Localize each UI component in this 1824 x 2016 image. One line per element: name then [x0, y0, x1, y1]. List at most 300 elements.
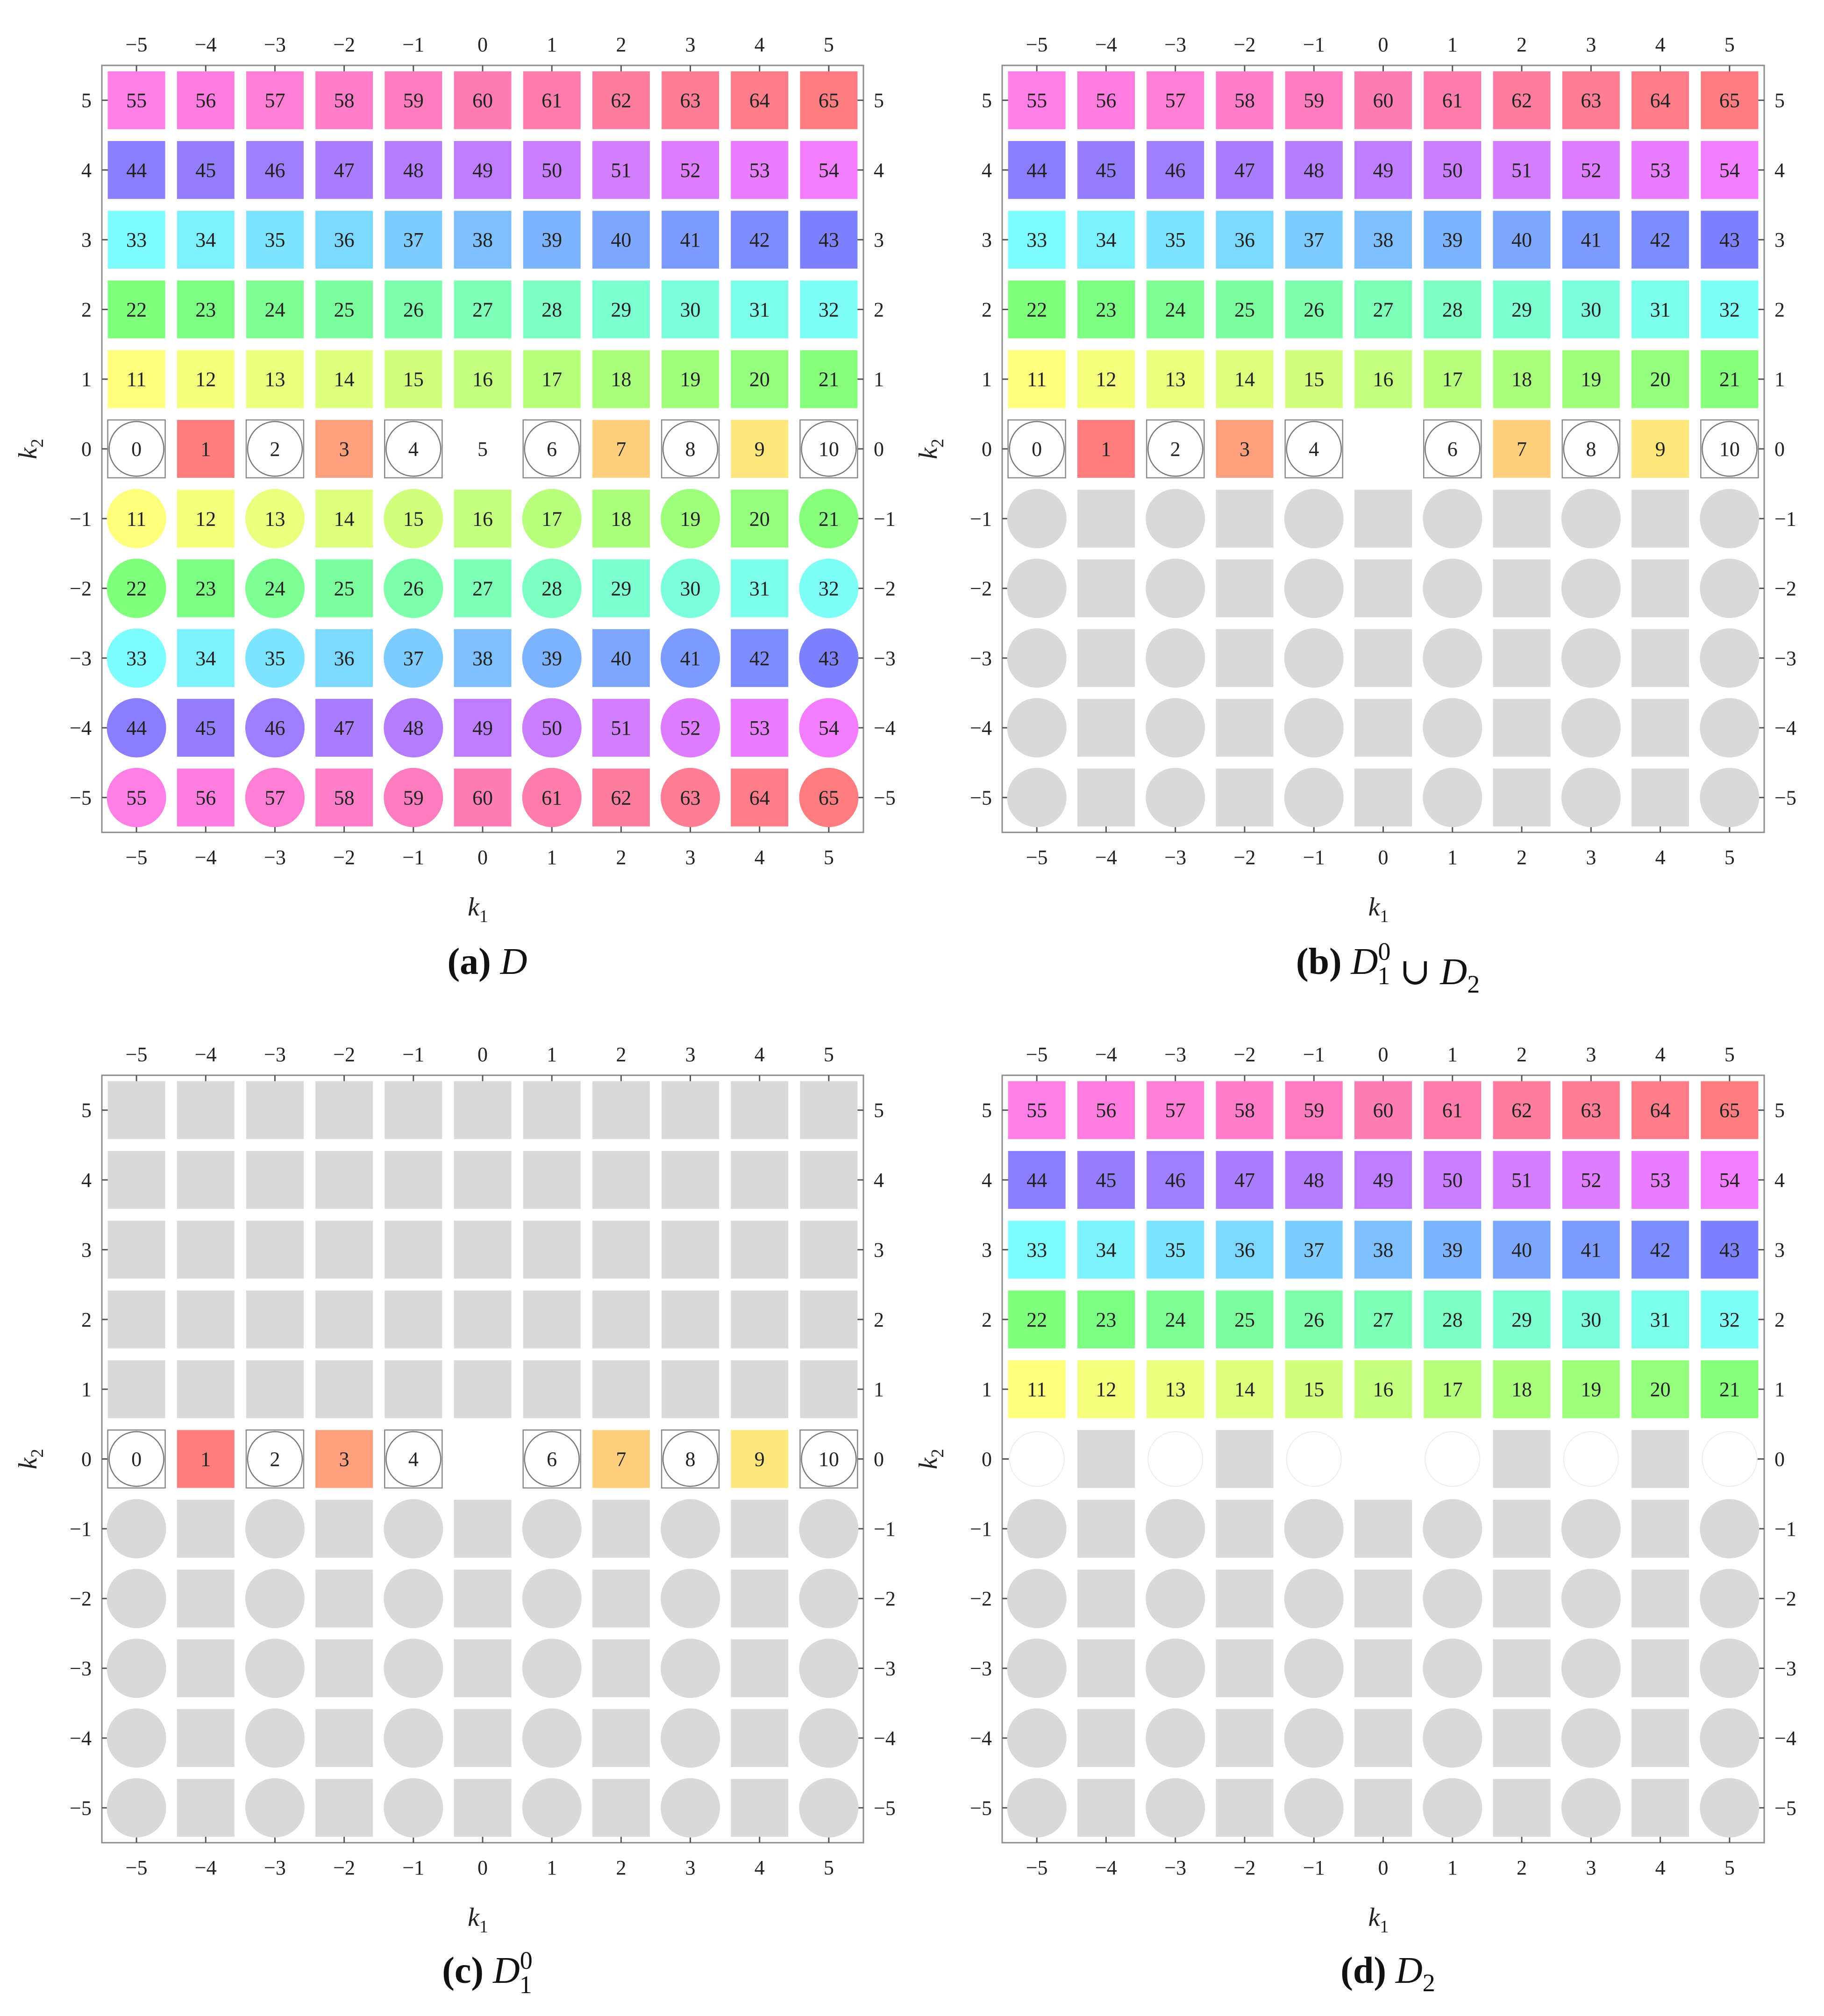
lattice-cell [1077, 281, 1135, 339]
cell-square [1354, 1569, 1412, 1627]
lattice-cell [1285, 350, 1343, 408]
cell-square [731, 1360, 788, 1418]
cell-circle [1007, 1708, 1067, 1768]
x-tick-label-top: −2 [1233, 33, 1256, 56]
lattice-cell [1147, 211, 1204, 269]
lattice-cell [522, 698, 582, 758]
lattice-cell [107, 698, 166, 758]
cell-label: 11 [126, 368, 147, 391]
cell-circle [1700, 489, 1759, 548]
lattice-cell [246, 1151, 304, 1209]
lattice-cell [1354, 1151, 1412, 1209]
lattice-cell [385, 281, 442, 339]
y-tick-label-right: 5 [874, 1099, 884, 1122]
cell-circle [1561, 559, 1621, 618]
x-tick-label-top: 1 [1447, 1043, 1458, 1066]
cell-label: 9 [754, 438, 765, 461]
x-tick-label-bottom: −4 [194, 846, 217, 869]
lattice-cell [592, 350, 650, 408]
cell-label: 32 [1719, 298, 1740, 321]
lattice-cell [1147, 1221, 1204, 1278]
lattice-cell [246, 281, 304, 339]
cell-circle [107, 1569, 166, 1628]
cell-label: 28 [542, 298, 563, 321]
x-tick-label-bottom: 0 [1378, 846, 1389, 869]
lattice-cell [1632, 1151, 1689, 1209]
lattice-cell [454, 560, 512, 618]
lattice-cell [1216, 629, 1273, 687]
lattice-cell [315, 281, 373, 339]
lattice-cell [315, 1779, 373, 1837]
cell-circle [1700, 1708, 1759, 1768]
cell-label: 2 [270, 438, 280, 461]
lattice-cell [177, 350, 235, 408]
lattice-cell [1701, 1151, 1758, 1209]
lattice-cell [1008, 420, 1066, 478]
y-tick-label-left: −4 [970, 717, 992, 740]
cell-label: 6 [1447, 438, 1458, 461]
y-tick-label-left: 3 [81, 228, 92, 252]
lattice-cell [315, 1151, 373, 1209]
lattice-cell [1701, 71, 1758, 129]
y-tick-label-right: −3 [874, 1657, 896, 1680]
cell-label: 58 [1234, 1099, 1255, 1122]
cell-label: 18 [611, 368, 632, 391]
cell-square [1077, 699, 1135, 757]
lattice-cell [246, 1081, 304, 1139]
y-tick-label-right: 1 [874, 1378, 884, 1401]
cell-label: 32 [818, 298, 839, 321]
lattice-cell [107, 768, 166, 827]
y-tick-label-left: −2 [70, 1587, 92, 1611]
cell-circle [384, 1778, 443, 1838]
cell-circle [1700, 628, 1759, 688]
lattice-cell [592, 420, 650, 478]
cell-square [731, 1221, 788, 1278]
lattice-cell [107, 1708, 166, 1768]
lattice-cell [799, 559, 858, 618]
lattice-cell [1077, 560, 1135, 618]
y-tick-label-left: −1 [970, 507, 992, 531]
lattice-cell [592, 1360, 650, 1418]
cell-label: 49 [472, 717, 493, 740]
x-tick-label-top: 0 [477, 1043, 488, 1066]
cell-label: 9 [754, 1448, 765, 1471]
cell-square [731, 1709, 788, 1767]
cell-circle [1146, 489, 1205, 548]
lattice-cell [1562, 1151, 1620, 1209]
y-tick-label-right: 2 [874, 298, 884, 321]
lattice-cell [1216, 211, 1273, 269]
lattice-cell [1354, 1640, 1412, 1697]
cell-label: 37 [1304, 1238, 1325, 1262]
lattice-cell [315, 420, 373, 478]
cell-circle [1561, 1778, 1621, 1838]
cell-label: 20 [1650, 1378, 1671, 1401]
x-tick-label-bottom: 3 [685, 1856, 696, 1879]
lattice-cell [246, 1360, 304, 1418]
y-tick-label-right: −4 [874, 717, 896, 740]
lattice-cell [385, 420, 442, 478]
lattice-cell [1216, 1221, 1273, 1278]
cell-label: 33 [126, 228, 147, 252]
cell-label: 53 [1650, 158, 1671, 182]
cell-circle [1284, 698, 1344, 758]
lattice-cell [1007, 1639, 1067, 1698]
y-tick-label-left: 1 [81, 368, 92, 391]
cell-label: 57 [1165, 1099, 1186, 1122]
lattice-cell [1425, 1432, 1480, 1486]
lattice-cell [1423, 1708, 1482, 1768]
cell-circle [245, 1639, 305, 1698]
cell-label: 54 [1719, 1169, 1740, 1192]
lattice-cell [246, 350, 304, 408]
lattice-cell [1493, 560, 1551, 618]
lattice-cell [1010, 1432, 1064, 1486]
lattice-cell [1700, 1499, 1759, 1558]
lattice-cell [385, 1221, 442, 1278]
cell-circle [522, 1569, 582, 1628]
x-tick-label-top: 3 [685, 33, 696, 56]
y-tick-label-right: −3 [874, 646, 896, 670]
cell-circle [799, 1499, 858, 1558]
lattice-cell [1493, 420, 1551, 478]
y-tick-label-left: 3 [81, 1238, 92, 1262]
lattice-cell [1562, 141, 1620, 199]
cell-label: 27 [1373, 298, 1394, 321]
cell-label: 39 [542, 646, 563, 670]
cell-label: 21 [1719, 1378, 1740, 1401]
lattice-cell [454, 1709, 512, 1767]
y-tick-label-left: 2 [81, 1308, 92, 1331]
lattice-cell [1493, 1569, 1551, 1627]
lattice-cell [1562, 211, 1620, 269]
x-tick-label-top: 5 [1724, 33, 1735, 56]
cell-label: 50 [1442, 158, 1463, 182]
y-tick-label-right: 3 [874, 1238, 884, 1262]
cell-square [1216, 768, 1273, 826]
x-tick-label-top: −5 [125, 33, 148, 56]
cell-label: 15 [1304, 368, 1325, 391]
cell-label: 65 [1719, 89, 1740, 112]
cell-label: 14 [334, 507, 355, 531]
cell-square [1216, 699, 1273, 757]
lattice-cell [1493, 1640, 1551, 1697]
lattice-cell [1146, 768, 1205, 827]
lattice-cell [1493, 71, 1551, 129]
lattice-cell [384, 1778, 443, 1838]
lattice-cell [384, 1499, 443, 1558]
lattice-cell [731, 1640, 788, 1697]
cell-label: 37 [403, 228, 424, 252]
cell-label: 8 [1586, 438, 1596, 461]
lattice-cell [1493, 1081, 1551, 1139]
lattice-cell [1632, 1500, 1689, 1558]
lattice-cell [1561, 489, 1621, 548]
lattice-cell [731, 1221, 788, 1278]
cell-square [523, 1360, 581, 1418]
lattice-cell [592, 1430, 650, 1488]
y-tick-label-right: 5 [1774, 89, 1785, 112]
cell-label: 41 [1581, 228, 1602, 252]
cell-label: 49 [1373, 1169, 1394, 1192]
cell-label: 3 [1239, 438, 1250, 461]
lattice-cell [454, 1291, 512, 1349]
cell-circle [522, 1499, 582, 1558]
panel-caption: (d) $D_2$ [1340, 1950, 1435, 1997]
lattice-cell [454, 1640, 512, 1697]
lattice-cell [384, 559, 443, 618]
lattice-cell [1354, 1360, 1412, 1418]
y-tick-label-right: −4 [874, 1726, 896, 1750]
cell-label: 19 [680, 507, 701, 531]
lattice-cell [1493, 281, 1551, 339]
lattice-cell [1147, 1360, 1204, 1418]
x-tick-label-top: 5 [1724, 1043, 1735, 1066]
lattice-cell [1216, 560, 1273, 618]
cell-label: 51 [1511, 1169, 1532, 1192]
lattice-cell [662, 1221, 719, 1278]
lattice-cell [1424, 71, 1481, 129]
cell-label: 43 [1719, 1238, 1740, 1262]
lattice-cell [385, 71, 442, 129]
lattice-cell [1284, 768, 1344, 827]
cell-circle [1284, 1708, 1344, 1768]
cell-label: 33 [1026, 1238, 1047, 1262]
lattice-cell [661, 628, 720, 688]
lattice-cell [1564, 1432, 1618, 1486]
lattice-cell [1007, 1569, 1067, 1628]
cell-square [1077, 1640, 1135, 1697]
lattice-cell [1632, 350, 1689, 408]
cell-circle [1146, 1708, 1205, 1768]
lattice-cell [1285, 1360, 1343, 1418]
cell-square [315, 1569, 373, 1627]
lattice-cell [1424, 1291, 1481, 1349]
cell-square [1632, 1779, 1689, 1837]
lattice-cell [108, 141, 165, 199]
cell-label: 15 [403, 507, 424, 531]
lattice-cell [454, 1779, 512, 1837]
lattice-cell [1423, 559, 1482, 618]
lattice-cell [1077, 699, 1135, 757]
cell-circle [1007, 768, 1067, 827]
cell-square [800, 1081, 857, 1139]
cell-square [246, 1360, 304, 1418]
cell-label: 13 [1165, 368, 1186, 391]
cell-circle [799, 1778, 858, 1838]
cell-square [731, 1500, 788, 1558]
x-tick-label-bottom: 5 [1724, 1856, 1735, 1879]
lattice-cell [1493, 141, 1551, 199]
lattice-cell [731, 1151, 788, 1209]
lattice-cell [177, 1640, 235, 1697]
y-tick-label-left: −3 [970, 1657, 992, 1680]
y-tick-label-left: −5 [70, 786, 92, 809]
cell-label: 24 [264, 577, 285, 600]
lattice-cell [245, 1499, 305, 1558]
cell-square [1493, 629, 1551, 687]
lattice-cell [522, 559, 582, 618]
lattice-cell [454, 211, 512, 269]
cell-label: 23 [195, 577, 216, 600]
cell-label: 42 [749, 646, 770, 670]
cell-circle [1146, 559, 1205, 618]
x-tick-label-top: −5 [125, 1043, 148, 1066]
lattice-cell [1008, 1081, 1066, 1139]
y-tick-label-left: 0 [982, 1448, 992, 1471]
lattice-cell [1216, 1430, 1273, 1488]
lattice-cell [1562, 71, 1620, 129]
cell-label: 24 [264, 298, 285, 321]
cell-circle [1007, 559, 1067, 618]
cell-circle [1561, 628, 1621, 688]
cell-label: 6 [547, 1448, 557, 1471]
cell-circle [1146, 1639, 1205, 1698]
cell-label: 30 [1581, 1308, 1602, 1331]
cell-square [108, 1221, 165, 1278]
cell-square [315, 1640, 373, 1697]
x-tick-label-top: −3 [264, 1043, 286, 1066]
lattice-cell [177, 1569, 235, 1627]
x-tick-label-top: −4 [194, 33, 217, 56]
cell-label: 8 [685, 438, 696, 461]
y-axis-label: $k_2$ [914, 1448, 948, 1469]
lattice-cell [592, 1291, 650, 1349]
lattice-cell [1284, 1499, 1344, 1558]
lattice-cell [731, 1500, 788, 1558]
lattice-cell [1285, 420, 1343, 478]
lattice-cell [1147, 71, 1204, 129]
lattice-cell [1285, 1221, 1343, 1278]
cell-circle [1146, 1499, 1205, 1558]
lattice-cell [385, 1360, 442, 1418]
cell-label: 64 [1650, 1099, 1671, 1122]
x-tick-label-top: −3 [1164, 33, 1187, 56]
x-tick-label-top: 0 [1378, 33, 1389, 56]
cell-label: 30 [680, 577, 701, 600]
y-tick-label-left: 4 [982, 158, 992, 182]
cell-label: 22 [1026, 298, 1047, 321]
lattice-cell [108, 71, 165, 129]
cell-label: 50 [1442, 1169, 1463, 1192]
cell-label: 16 [1373, 1378, 1394, 1401]
lattice-cell [246, 1221, 304, 1278]
lattice-cell [523, 1430, 581, 1488]
cell-label: 59 [403, 786, 424, 809]
lattice-cell [592, 1779, 650, 1837]
lattice-cell [1216, 1081, 1273, 1139]
cell-label: 65 [1719, 1099, 1740, 1122]
cell-label: 8 [685, 1448, 696, 1471]
cell-label: 40 [611, 646, 632, 670]
cell-circle [1284, 768, 1344, 827]
cell-label: 49 [1373, 158, 1394, 182]
cell-circle [1007, 1778, 1067, 1838]
cell-label: 19 [1581, 368, 1602, 391]
cell-label: 14 [334, 368, 355, 391]
lattice-cell [108, 1291, 165, 1349]
cell-label: 35 [1165, 1238, 1186, 1262]
lattice-cell [1354, 1081, 1412, 1139]
cell-label: 64 [1650, 89, 1671, 112]
lattice-cell [454, 141, 512, 199]
lattice-cell [800, 1081, 857, 1139]
cell-square [315, 1360, 373, 1418]
cell-circle [1423, 1499, 1482, 1558]
lattice-cell [384, 1708, 443, 1768]
lattice-cell [1423, 698, 1482, 758]
lattice-cell [177, 490, 235, 547]
lattice-cell [1354, 281, 1412, 339]
cell-square [385, 1151, 442, 1209]
y-tick-label-right: −4 [1774, 1726, 1796, 1750]
lattice-cell [799, 1639, 858, 1698]
cell-square [731, 1291, 788, 1349]
y-tick-label-left: 2 [982, 1308, 992, 1331]
cell-square [1493, 490, 1551, 547]
cell-square [454, 1709, 512, 1767]
lattice-cell [1077, 420, 1135, 478]
cell-square [523, 1151, 581, 1209]
cell-label: 29 [611, 298, 632, 321]
lattice-cell [1354, 560, 1412, 618]
lattice-cell [1354, 490, 1412, 547]
cell-label: 42 [1650, 1238, 1671, 1262]
lattice-cell [1216, 1640, 1273, 1697]
cell-label: 17 [542, 368, 563, 391]
cell-label: 38 [472, 646, 493, 670]
lattice-cell [1700, 1778, 1759, 1838]
cell-circle [522, 1708, 582, 1768]
y-tick-label-left: 3 [982, 228, 992, 252]
cell-circle [107, 1708, 166, 1768]
lattice-cell [1077, 1779, 1135, 1837]
cell-label: 17 [1442, 368, 1463, 391]
cell-label: 48 [1304, 158, 1325, 182]
cell-label: 56 [195, 89, 216, 112]
cell-circle [522, 1778, 582, 1838]
x-axis-label: $k_1$ [468, 1903, 488, 1937]
lattice-cell [245, 1639, 305, 1698]
lattice-cell [245, 698, 305, 758]
lattice-cell [1216, 699, 1273, 757]
x-tick-label-top: 2 [1517, 1043, 1527, 1066]
y-tick-label-right: −1 [1774, 507, 1796, 531]
cell-label: 26 [403, 298, 424, 321]
cell-label: 52 [680, 717, 701, 740]
lattice-cell [523, 1291, 581, 1349]
lattice-cell [177, 1151, 235, 1209]
lattice-cell [1493, 490, 1551, 547]
cell-circle [799, 1708, 858, 1768]
cell-label: 58 [334, 89, 355, 112]
lattice-cell [108, 1081, 165, 1139]
lattice-cell [315, 1360, 373, 1418]
lattice-cell [1423, 768, 1482, 827]
cell-circle [1146, 698, 1205, 758]
lattice-cell [523, 281, 581, 339]
lattice-cell [1216, 1709, 1273, 1767]
lattice-cell [661, 489, 720, 548]
cell-circle [245, 1778, 305, 1838]
cell-square [177, 1360, 235, 1418]
lattice-cell [177, 1221, 235, 1278]
cell-square [523, 1081, 581, 1139]
x-tick-label-top: −1 [1303, 1043, 1325, 1066]
cell-square [1632, 1500, 1689, 1558]
lattice-cell [662, 420, 719, 478]
